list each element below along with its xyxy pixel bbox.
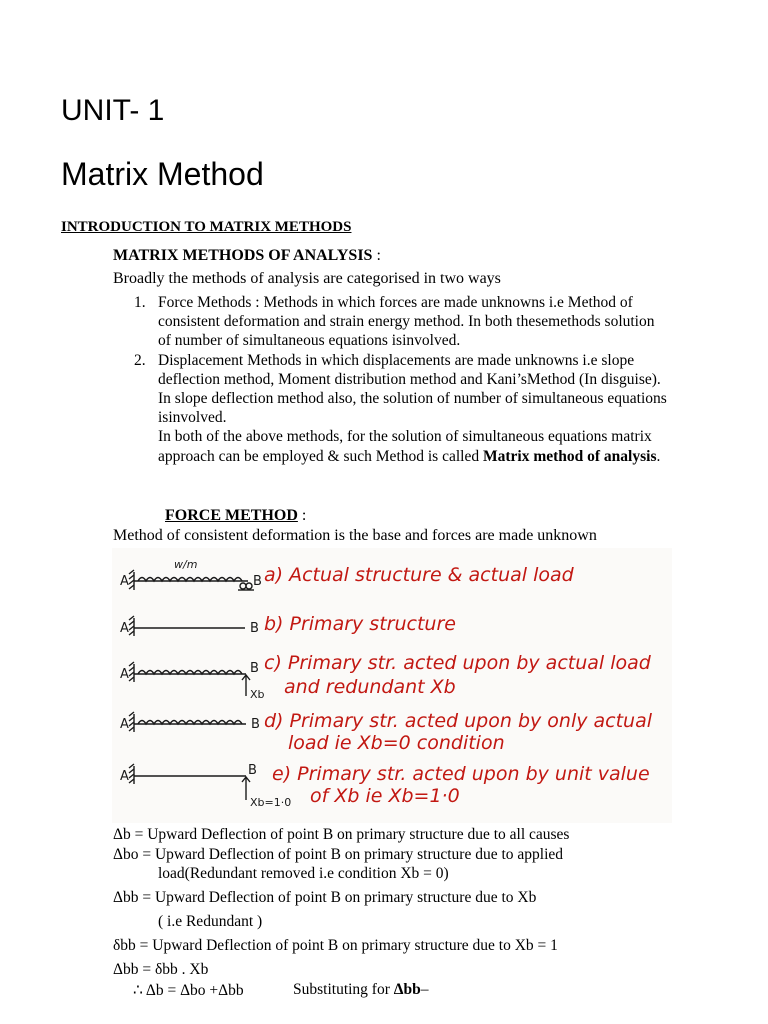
load-label: w/m [174, 558, 198, 571]
end-a-label: A [120, 667, 129, 682]
list-item [134, 351, 668, 466]
unit-heading: UNIT- 1 [61, 94, 165, 127]
caption-c-line1: c) Primary str. acted upon by actual load [264, 652, 651, 674]
end-b-label: B [253, 574, 262, 589]
xb-unit-label: Xb=1·0 [250, 796, 292, 809]
eq-delta-bo-line2: load(Redundant removed i.e condition Xb = 0) [158, 865, 449, 882]
analysis-lead: Broadly the methods of analysis are categorised in two ways [113, 270, 501, 287]
list-extra-bold: Matrix method of analysis [482, 447, 657, 465]
list-text: Force Methods : Methods in which forces are made unknowns i.e Method of consistent deformation and strain energy method. In both thesemethods solution of number of simultaneous equations isinvolved. [158, 294, 655, 350]
intro-heading: INTRODUCTION TO MATRIX METHODS [61, 219, 352, 235]
caption-b: b) Primary structure [264, 613, 456, 635]
analysis-colon: : [372, 247, 381, 264]
end-a-label: A [120, 621, 129, 636]
force-method-heading: FORCE METHOD [165, 507, 298, 524]
list-extra-end: . [656, 447, 661, 465]
eq-delta-bb-line1: Δbb = Upward Deflection of point B on primary structure due to Xb [113, 889, 537, 906]
list-text: Displacement Methods in which displacements are made unknowns i.e slope deflection method, Moment distribution method and Kani’sMethod (In disguise). In slope deflection method also, the solution of number of simultaneous equations isinvolved. [158, 351, 667, 427]
xb-label: Xb [250, 688, 265, 701]
end-b-label: B [248, 763, 257, 778]
caption-a: a) Actual structure & actual load [264, 564, 574, 586]
caption-c-line2: and redundant Xb [284, 676, 456, 698]
subst-dash: – [420, 981, 429, 998]
analysis-heading: MATRIX METHODS OF ANALYSIS [113, 247, 373, 264]
methods-list [134, 293, 668, 466]
force-method-description: Method of consistent deformation is the base and forces are made unknown [113, 527, 597, 544]
subst-bold: Δbb [393, 981, 421, 998]
caption-e-line1: e) Primary str. acted upon by unit value [272, 763, 650, 785]
list-number: 2. [134, 351, 146, 369]
list-extra-text: In both of the above methods, for the solution of simultaneous equations matrix approach can be employed & such Method is called [158, 428, 652, 465]
eq-relation: Δbb = δbb . Xb [113, 961, 209, 978]
end-b-label: B [250, 661, 259, 676]
eq-delta-bo-line1: Δbo = Upward Deflection of point B on primary structure due to applied [113, 846, 564, 863]
eq-delta-b: Δb = Upward Deflection of point B on primary structure due to all causes [113, 826, 570, 843]
subst-text: Substituting for [293, 981, 394, 998]
list-number: 1. [134, 294, 146, 311]
eq-therefore: ∴ Δb = Δbo +Δbb [133, 982, 244, 999]
force-method-sketch [112, 548, 672, 823]
caption-d-line2: load ie Xb=0 condition [288, 732, 505, 754]
chapter-title: Matrix Method [61, 156, 264, 192]
end-b-label: B [251, 717, 260, 732]
end-a-label: A [120, 717, 129, 732]
force-method-heading-line [165, 507, 306, 525]
eq-delta-bb-line2: ( i.e Redundant ) [158, 913, 263, 930]
list-item [134, 293, 668, 351]
end-a-label: A [120, 574, 129, 589]
analysis-heading-line [113, 247, 381, 265]
eq-substituting [293, 981, 428, 999]
caption-d-line1: d) Primary str. acted upon by only actual [264, 710, 653, 732]
caption-e-line2: of Xb ie Xb=1·0 [310, 785, 460, 807]
eq-small-delta-bb: δbb = Upward Deflection of point B on primary structure due to Xb = 1 [113, 937, 558, 954]
force-method-colon: : [297, 507, 307, 524]
end-b-label: B [250, 621, 259, 636]
end-a-label: A [120, 769, 129, 784]
